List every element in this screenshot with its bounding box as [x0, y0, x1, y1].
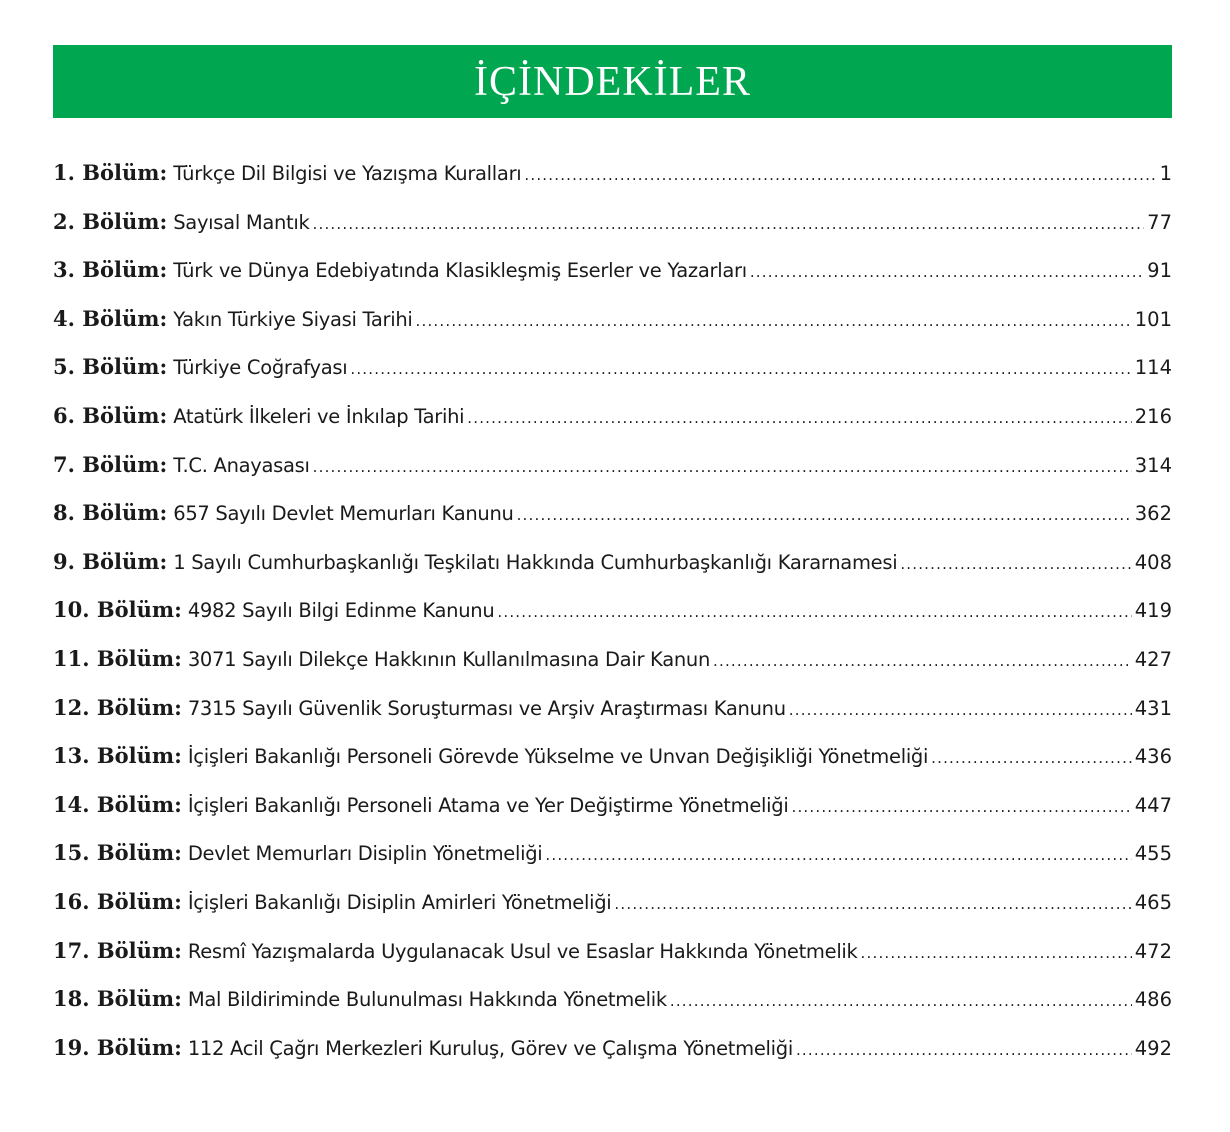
toc-section-number: 6. Bölüm: — [53, 402, 168, 428]
dot-leader — [545, 846, 1131, 864]
dot-leader — [416, 312, 1132, 330]
toc-entry-title: 657 Sayılı Devlet Memurları Kanunu — [173, 502, 514, 526]
toc-entry-title: 4982 Sayılı Bilgi Edinme Kanunu — [187, 599, 495, 623]
toc-section-number: 10. Bölüm: — [53, 597, 182, 623]
toc-page-number: 492 — [1134, 1036, 1172, 1060]
toc-entry[interactable] — [53, 160, 1172, 209]
toc-entry[interactable] — [53, 403, 1172, 452]
toc-entry-title: Türkçe Dil Bilgisi ve Yazışma Kuralları — [173, 162, 522, 185]
toc-entry-title: Türk ve Dünya Edebiyatında Klasikleşmiş Eserler ve Yazarları — [173, 259, 747, 283]
toc-entry[interactable] — [53, 354, 1172, 403]
table-of-contents — [53, 160, 1172, 1083]
toc-entry-title: İçişleri Bakanlığı Personeli Atama ve Yer Değiştirme Yönetmeliği — [187, 793, 789, 817]
toc-entry-title: 3071 Sayılı Dilekçe Hakkının Kullanılmasına Dair Kanun — [187, 647, 711, 671]
toc-section-number: 16. Bölüm: — [53, 888, 182, 914]
toc-entry[interactable] — [53, 1035, 1172, 1084]
toc-entry[interactable] — [53, 306, 1172, 355]
toc-entry[interactable] — [53, 695, 1172, 744]
toc-section-number: 2. Bölüm: — [53, 208, 168, 234]
toc-entry[interactable] — [53, 452, 1172, 501]
dot-leader — [524, 166, 1156, 184]
toc-entry[interactable] — [53, 986, 1172, 1035]
toc-page-number: 91 — [1147, 259, 1172, 283]
dot-leader — [796, 1041, 1132, 1059]
toc-entry-title: Yakın Türkiye Siyasi Tarihi — [173, 307, 413, 331]
toc-page-number: 486 — [1134, 988, 1172, 1012]
dot-leader — [497, 603, 1131, 621]
toc-section-number: 18. Bölüm: — [53, 986, 182, 1012]
dot-leader — [861, 944, 1132, 962]
toc-entry-title: Mal Bildiriminde Bulunulması Hakkında Yönetmelik — [187, 988, 667, 1012]
toc-entry-title: Devlet Memurları Disiplin Yönetmeliği — [187, 842, 543, 866]
toc-entry-title: İçişleri Bakanlığı Personeli Görevde Yükselme ve Unvan Değişikliği Yönetmeliği — [187, 745, 929, 769]
dot-leader — [313, 458, 1132, 476]
toc-entry[interactable] — [53, 743, 1172, 792]
toc-page-number: 436 — [1134, 745, 1172, 769]
toc-page-number: 408 — [1134, 550, 1172, 574]
toc-entry[interactable] — [53, 646, 1172, 695]
toc-section-number: 8. Bölüm: — [53, 500, 168, 526]
toc-section-number: 14. Bölüm: — [53, 791, 182, 817]
toc-page-number: 114 — [1134, 356, 1172, 380]
dot-leader — [614, 895, 1131, 913]
toc-section-number: 12. Bölüm: — [53, 694, 182, 720]
toc-section-number: 9. Bölüm: — [53, 548, 168, 574]
toc-entry-title: İçişleri Bakanlığı Disiplin Amirleri Yönetmeliği — [187, 890, 612, 914]
toc-entry[interactable] — [53, 840, 1172, 889]
toc-entry-title: Sayısal Mantık — [173, 210, 310, 234]
toc-page-number: 419 — [1134, 599, 1172, 623]
toc-entry-title: T.C. Anayasası — [173, 453, 310, 477]
title-banner — [53, 45, 1172, 118]
toc-page-number: 77 — [1147, 210, 1172, 234]
toc-page-number: 447 — [1134, 793, 1172, 817]
toc-entry[interactable] — [53, 209, 1172, 258]
toc-page-number: 101 — [1134, 307, 1172, 331]
toc-section-number: 3. Bölüm: — [53, 257, 168, 283]
toc-section-number: 17. Bölüm: — [53, 937, 182, 963]
toc-page-number: 427 — [1134, 647, 1172, 671]
toc-entry[interactable] — [53, 500, 1172, 549]
toc-page-number: 1 — [1159, 162, 1172, 185]
toc-entry[interactable] — [53, 889, 1172, 938]
toc-entry[interactable] — [53, 549, 1172, 598]
dot-leader — [791, 798, 1131, 816]
toc-entry[interactable] — [53, 257, 1172, 306]
dot-leader — [900, 555, 1131, 573]
dot-leader — [517, 506, 1132, 524]
toc-section-number: 5. Bölüm: — [53, 354, 168, 380]
toc-page-number: 455 — [1134, 842, 1172, 866]
toc-entry[interactable] — [53, 938, 1172, 987]
toc-page-number: 362 — [1134, 502, 1172, 526]
toc-section-number: 1. Bölüm: — [53, 160, 168, 185]
toc-section-number: 15. Bölüm: — [53, 840, 182, 866]
page-title: İÇİNDEKİLER — [474, 58, 751, 105]
dot-leader — [670, 992, 1132, 1010]
toc-page-number: 216 — [1134, 404, 1172, 428]
toc-page-number: 431 — [1134, 696, 1172, 720]
toc-entry-title: Atatürk İlkeleri ve İnkılap Tarihi — [173, 404, 465, 428]
dot-leader — [467, 409, 1131, 427]
toc-section-number: 11. Bölüm: — [53, 645, 182, 671]
toc-section-number: 7. Bölüm: — [53, 451, 168, 477]
toc-entry[interactable] — [53, 792, 1172, 841]
dot-leader — [750, 263, 1144, 281]
toc-entry-title: Türkiye Coğrafyası — [173, 356, 348, 380]
toc-section-number: 4. Bölüm: — [53, 305, 168, 331]
dot-leader — [350, 360, 1131, 378]
toc-entry-title: 7315 Sayılı Güvenlik Soruşturması ve Arşiv Araştırması Kanunu — [187, 696, 786, 720]
toc-page-number: 465 — [1134, 890, 1172, 914]
toc-section-number: 13. Bölüm: — [53, 743, 182, 769]
dot-leader — [713, 652, 1132, 670]
toc-page-number: 472 — [1134, 939, 1172, 963]
dot-leader — [789, 701, 1132, 719]
toc-page-number: 314 — [1134, 453, 1172, 477]
dot-leader — [313, 215, 1145, 233]
toc-entry-title: Resmî Yazışmalarda Uygulanacak Usul ve Esaslar Hakkında Yönetmelik — [187, 939, 858, 963]
toc-section-number: 19. Bölüm: — [53, 1034, 182, 1060]
toc-entry-title: 1 Sayılı Cumhurbaşkanlığı Teşkilatı Hakkında Cumhurbaşkanlığı Kararnamesi — [173, 550, 898, 574]
toc-entry[interactable] — [53, 597, 1172, 646]
toc-entry-title: 112 Acil Çağrı Merkezleri Kuruluş, Görev ve Çalışma Yönetmeliği — [187, 1036, 793, 1060]
dot-leader — [931, 749, 1132, 767]
